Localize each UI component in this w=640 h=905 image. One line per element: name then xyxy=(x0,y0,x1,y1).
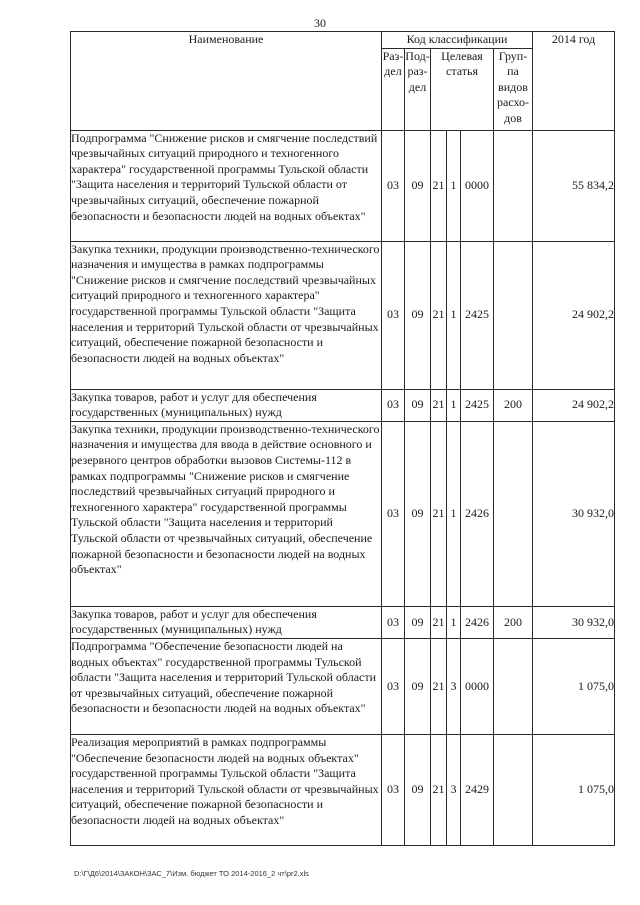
row-amount: 30 932,0 xyxy=(533,421,615,606)
row-expense-group xyxy=(494,421,533,606)
row-amount: 24 902,2 xyxy=(533,389,615,421)
row-expense-group: 200 xyxy=(494,606,533,638)
row-target-part2: 3 xyxy=(447,734,461,845)
row-amount: 1 075,0 xyxy=(533,734,615,845)
row-target-part1: 21 xyxy=(431,606,447,638)
table-row xyxy=(71,421,615,606)
table-row xyxy=(71,389,615,421)
header-section: Раз-дел xyxy=(382,48,405,130)
row-target-part3: 0000 xyxy=(461,130,494,241)
header-expense-group: Груп-па видов расхо-дов xyxy=(494,48,533,130)
row-target-part1: 21 xyxy=(431,421,447,606)
row-expense-group xyxy=(494,130,533,241)
row-name: Подпрограмма "Обеспечение безопасности людей на водных объектах" государственной программы Тульской области "Защита населения и территорий Тульской области от чрезвычайных ситуаций, обеспечение пожарной безопасности и безопасности людей на водных объектах" xyxy=(71,638,382,734)
page-number: 30 xyxy=(314,16,326,30)
row-subsection: 09 xyxy=(405,606,431,638)
row-expense-group xyxy=(494,638,533,734)
header-subsection: Под-раз-дел xyxy=(405,48,431,130)
row-target-part2: 3 xyxy=(447,638,461,734)
row-section: 03 xyxy=(382,389,405,421)
row-target-part2: 1 xyxy=(447,389,461,421)
row-section: 03 xyxy=(382,734,405,845)
row-subsection: 09 xyxy=(405,241,431,389)
table-row xyxy=(71,241,615,389)
table-row xyxy=(71,606,615,638)
row-target-part3: 2429 xyxy=(461,734,494,845)
row-name: Закупка товаров, работ и услуг для обеспечения государственных (муниципальных) нужд xyxy=(71,606,382,638)
row-amount: 1 075,0 xyxy=(533,638,615,734)
header-classification: Код классификации xyxy=(382,32,533,49)
row-expense-group: 200 xyxy=(494,389,533,421)
table-row xyxy=(71,130,615,241)
row-amount: 30 932,0 xyxy=(533,606,615,638)
row-target-part3: 2425 xyxy=(461,241,494,389)
row-target-part1: 21 xyxy=(431,130,447,241)
table-row xyxy=(71,734,615,845)
row-name: Закупка техники, продукции производственно-технического назначения и имущества в рамках подпрограммы "Снижение рисков и смягчение последствий чрезвычайных ситуаций природного и техногенного характера" государственной программы Тульской области "Защита населения и территорий Тульской области от чрезвычайных ситуаций, обеспечение пожарной безопасности и безопасности людей на водных объектах" xyxy=(71,241,382,389)
row-target-part3: 2426 xyxy=(461,606,494,638)
row-target-part2: 1 xyxy=(447,606,461,638)
row-target-part1: 21 xyxy=(431,389,447,421)
row-target-part1: 21 xyxy=(431,241,447,389)
row-section: 03 xyxy=(382,606,405,638)
header-target-article: Целевая статья xyxy=(431,48,494,130)
row-expense-group xyxy=(494,241,533,389)
row-target-part2: 1 xyxy=(447,130,461,241)
row-amount: 24 902,2 xyxy=(533,241,615,389)
row-name: Закупка техники, продукции производственно-технического назначения и имущества для ввода в действие основного и резервного центров обработки вызовов Системы-112 в рамках подпрограммы "Снижение рисков и смягчение последствий чрезвычайных ситуаций природного и техногенного характера" государственной программы Тульской области "Защита населения и территорий Тульской области от чрезвычайных ситуаций, обеспечение пожарной безопасности и безопасности людей на водных объектах" xyxy=(71,421,382,606)
row-target-part3: 0000 xyxy=(461,638,494,734)
budget-table xyxy=(70,31,615,846)
row-subsection: 09 xyxy=(405,389,431,421)
row-target-part3: 2425 xyxy=(461,389,494,421)
row-subsection: 09 xyxy=(405,734,431,845)
row-section: 03 xyxy=(382,241,405,389)
row-target-part2: 1 xyxy=(447,421,461,606)
row-target-part1: 21 xyxy=(431,638,447,734)
row-name: Реализация мероприятий в рамках подпрограммы "Обеспечение безопасности людей на водных объектах" государственной программы Тульской области "Защита населения и территорий Тульской области от чрезвычайных ситуаций, обеспечение пожарной безопасности и безопасности людей на водных объектах" xyxy=(71,734,382,845)
row-section: 03 xyxy=(382,638,405,734)
row-section: 03 xyxy=(382,421,405,606)
header-name: Наименование xyxy=(71,32,382,131)
row-target-part1: 21 xyxy=(431,734,447,845)
header-year: 2014 год xyxy=(533,32,615,131)
table-row xyxy=(71,638,615,734)
file-path-footer: D:\Г\Д6\2014\ЗАКОН\ЗАС_7\Изм. бюджет ТО 2014-2016_2 чт\pr2.xls xyxy=(74,869,309,878)
row-subsection: 09 xyxy=(405,638,431,734)
row-name: Закупка товаров, работ и услуг для обеспечения государственных (муниципальных) нужд xyxy=(71,389,382,421)
row-section: 03 xyxy=(382,130,405,241)
row-subsection: 09 xyxy=(405,421,431,606)
row-subsection: 09 xyxy=(405,130,431,241)
row-target-part3: 2426 xyxy=(461,421,494,606)
row-name: Подпрограмма "Снижение рисков и смягчение последствий чрезвычайных ситуаций природного и техногенного характера" государственной программы Тульской области "Защита населения и территорий Тульской области от чрезвычайных ситуаций, обеспечение пожарной безопасности и безопасности людей на водных объектах" xyxy=(71,130,382,241)
row-target-part2: 1 xyxy=(447,241,461,389)
row-amount: 55 834,2 xyxy=(533,130,615,241)
row-expense-group xyxy=(494,734,533,845)
